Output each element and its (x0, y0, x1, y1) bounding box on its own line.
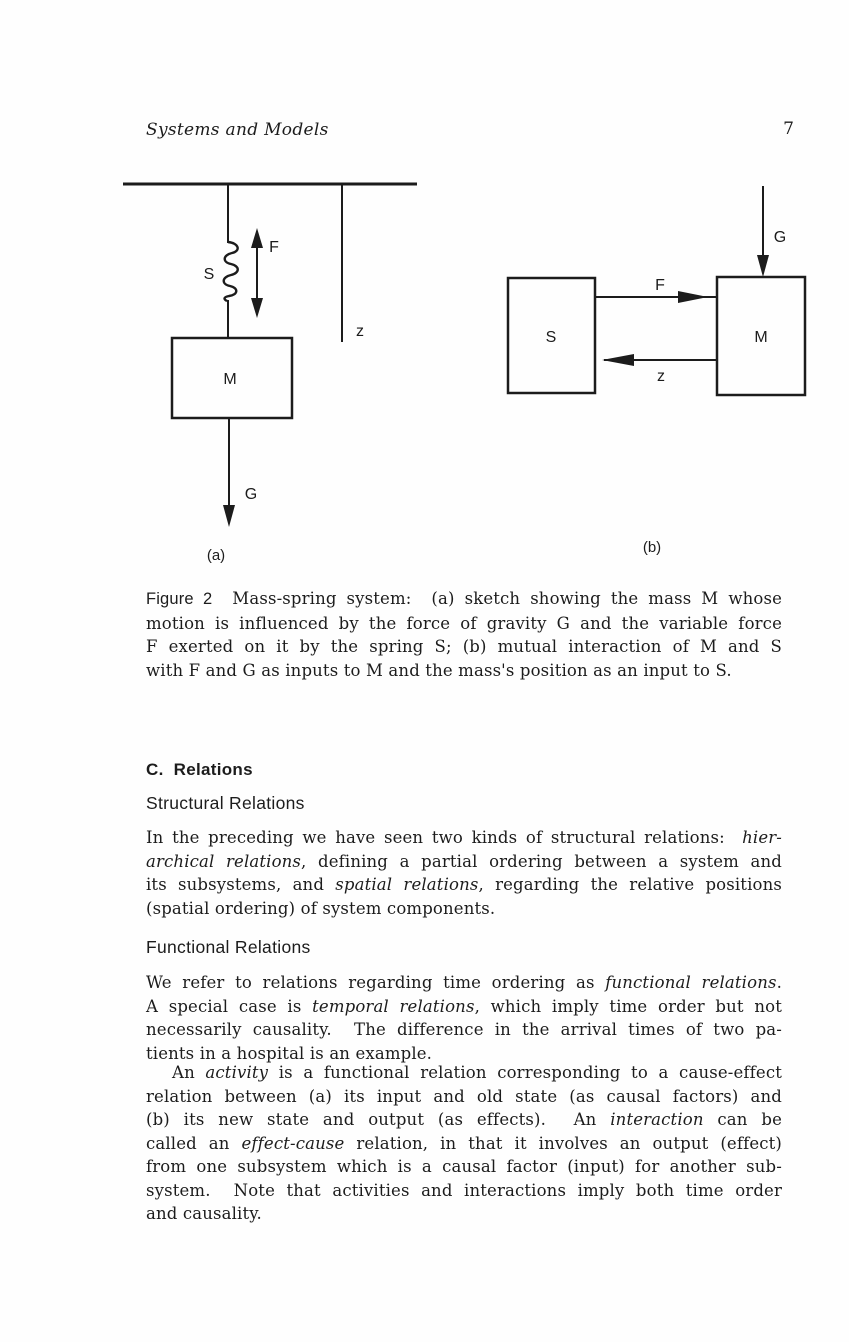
text-line: A special case is temporal relations, which imply time order but not (146, 996, 783, 1016)
subheading-structural-relations: Structural Relations (146, 793, 305, 813)
position-arrow-b (602, 354, 717, 366)
figure-2-diagram (0, 160, 849, 580)
page-number: 7 (783, 119, 794, 139)
mass-label-b: M (754, 329, 768, 346)
text-line: archical relations, defining a partial ordering between a system and (146, 851, 782, 871)
text-line: motion is influenced by the force of gravity G and the variable force (146, 613, 782, 633)
figure-caption (146, 587, 782, 682)
diagram-b (508, 186, 805, 556)
diagram-a (123, 184, 417, 564)
text-line: from one subsystem which is a causal factor (input) for another sub- (146, 1157, 782, 1176)
section-heading-relations: C. Relations (146, 760, 253, 779)
text-line: with F and G as inputs to M and the mass's position as an input to S. (146, 660, 732, 680)
mass-label-a: M (223, 371, 237, 388)
spring-coil (224, 242, 238, 301)
text-line: F exerted on it by the spring S; (b) mutual interaction of M and S (146, 637, 782, 656)
text-line: called an effect-cause relation, in that it involves an output (effect) (146, 1133, 783, 1153)
paragraph-structural-relations (146, 826, 782, 920)
running-head-title: Systems and Models (146, 120, 329, 140)
subfigure-tag-b: (b) (642, 539, 662, 556)
force-label-b: F (655, 277, 665, 294)
text-line: Figure 2 Mass-spring system: (a) sketch showing the mass M whose (146, 589, 783, 608)
gravity-label-b: G (773, 229, 787, 246)
paragraph-functional-relations-1 (146, 971, 782, 1065)
subfigure-tag-a: (a) (206, 547, 226, 564)
text-line: and causality. (146, 1204, 262, 1223)
text-line: necessarily causality. The difference in the arrival times of two pa- (146, 1020, 782, 1039)
position-label-b: z (657, 368, 665, 385)
paragraph-functional-relations-2 (146, 1061, 782, 1226)
text-line: An activity is a functional relation corresponding to a cause-effect (172, 1063, 782, 1082)
text-line: tients in a hospital is an example. (146, 1043, 433, 1063)
text-line: We refer to relations regarding time ordering as functional relations. (146, 973, 782, 992)
text-line: system. Note that activities and interactions imply both time order (146, 1180, 782, 1200)
spring-label-b: S (545, 329, 557, 346)
force-label-a: F (269, 239, 279, 256)
position-label-a: z (356, 323, 364, 340)
text-line: its subsystems, and spatial relations, regarding the relative positions (146, 875, 782, 894)
gravity-arrow-g (223, 418, 235, 527)
text-line: (spatial ordering) of system components. (146, 898, 496, 918)
text-line: In the preceding we have seen two kinds of structural relations: hier- (146, 828, 782, 847)
text-line: relation between (a) its input and old state (as causal factors) and (146, 1086, 782, 1106)
force-arrow-f (251, 228, 263, 318)
subheading-functional-relations: Functional Relations (146, 937, 311, 957)
gravity-input-arrow-b (757, 186, 769, 277)
spring-label-a: S (203, 266, 215, 283)
text-line: (b) its new state and output (as effects). An interaction can be (146, 1110, 782, 1129)
gravity-label-a: G (244, 486, 258, 503)
